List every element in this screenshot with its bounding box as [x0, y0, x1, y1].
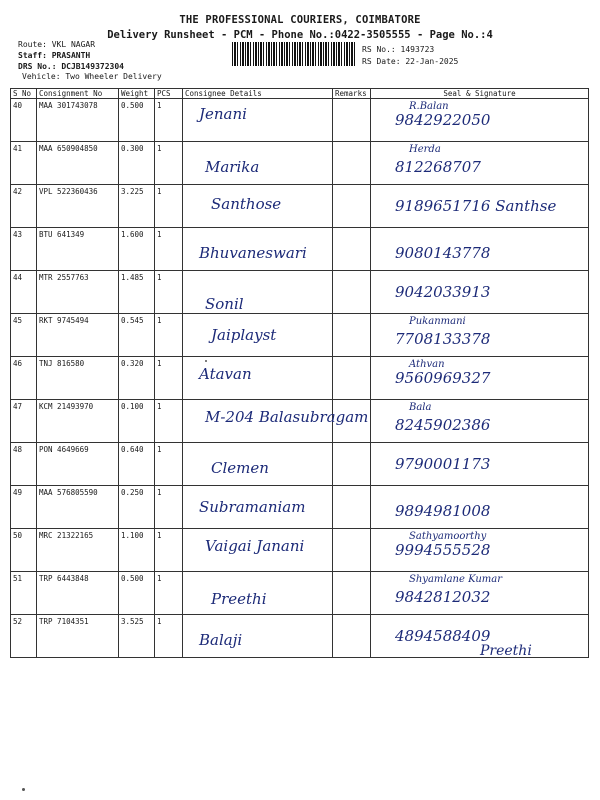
signature-name: Pukanmani — [409, 316, 466, 327]
col-pcs: PCS — [155, 89, 183, 99]
scan-speck — [205, 360, 207, 362]
table-row — [11, 99, 589, 142]
row-seal — [371, 486, 589, 529]
table-row — [11, 185, 589, 228]
staff-label: Staff: PRASANTH — [18, 51, 91, 60]
signature-name: Herda — [409, 144, 441, 155]
row-seal — [371, 99, 589, 142]
row-seal — [371, 400, 589, 443]
row-sno: 41 — [11, 142, 37, 185]
col-sno: S No — [11, 89, 37, 99]
row-weight: 0.500 — [119, 99, 155, 142]
table-row — [11, 572, 589, 615]
row-consignee — [183, 529, 333, 572]
row-seal — [371, 314, 589, 357]
company-title: THE PROFESSIONAL COURIERS, COIMBATORE — [179, 14, 421, 26]
signature-phone: 9560969327 — [395, 369, 491, 387]
table-row — [11, 486, 589, 529]
row-pcs: 1 — [155, 314, 183, 357]
row-weight: 0.320 — [119, 357, 155, 400]
row-consignee — [183, 228, 333, 271]
rs-date: RS Date: 22-Jan-2025 — [362, 57, 459, 66]
row-weight: 1.100 — [119, 529, 155, 572]
consignee-handwriting: Marika — [205, 158, 260, 176]
row-sno: 40 — [11, 99, 37, 142]
row-consignment: MRC 21322165 — [37, 529, 119, 572]
footer-signature: Preethi — [480, 643, 532, 659]
signature-phone: 9790001173 — [395, 455, 491, 473]
row-sno: 46 — [11, 357, 37, 400]
row-pcs: 1 — [155, 529, 183, 572]
table-row — [11, 271, 589, 314]
signature-name: Athvan — [409, 359, 445, 370]
col-consignee: Consignee Details — [183, 89, 333, 99]
row-weight: 0.500 — [119, 572, 155, 615]
row-consignee — [183, 314, 333, 357]
row-pcs: 1 — [155, 142, 183, 185]
row-seal — [371, 228, 589, 271]
consignee-handwriting: Atavan — [199, 365, 252, 383]
row-remarks — [333, 529, 371, 572]
row-consignment: KCM 21493970 — [37, 400, 119, 443]
row-weight: 0.300 — [119, 142, 155, 185]
consignee-handwriting: Preethi — [211, 590, 267, 608]
signature-phone: 4894588409 — [395, 627, 491, 645]
row-consignee — [183, 271, 333, 314]
row-consignee — [183, 357, 333, 400]
row-pcs: 1 — [155, 185, 183, 228]
row-seal — [371, 271, 589, 314]
row-consignee — [183, 615, 333, 658]
row-seal — [371, 443, 589, 486]
row-consignee — [183, 99, 333, 142]
signature-phone: 9189651716 Santhse — [395, 197, 557, 215]
barcode — [232, 42, 356, 66]
runsheet-table — [10, 88, 589, 658]
row-pcs: 1 — [155, 271, 183, 314]
table-header — [11, 89, 589, 99]
row-pcs: 1 — [155, 486, 183, 529]
route-label: Route: VKL NAGAR — [18, 40, 96, 49]
table-row — [11, 400, 589, 443]
row-consignment: MAA 650904850 — [37, 142, 119, 185]
row-consignee — [183, 142, 333, 185]
row-seal — [371, 572, 589, 615]
scan-speck — [22, 788, 25, 791]
consignee-handwriting: M-204 Balasubragam — [205, 408, 369, 426]
consignee-handwriting: Clemen — [211, 459, 269, 477]
row-weight: 1.485 — [119, 271, 155, 314]
row-weight: 3.525 — [119, 615, 155, 658]
signature-name: Shyamlane Kumar — [409, 574, 502, 585]
row-remarks — [333, 142, 371, 185]
consignee-handwriting: Sonil — [205, 295, 244, 313]
signature-phone: 7708133378 — [395, 330, 491, 348]
signature-name: Bala — [409, 402, 432, 413]
vehicle-label: Vehicle: Two Wheeler Delivery — [22, 72, 162, 81]
consignee-handwriting: Jenani — [199, 105, 247, 123]
row-remarks — [333, 443, 371, 486]
col-weight: Weight — [119, 89, 155, 99]
row-consignment: TRP 7104351 — [37, 615, 119, 658]
row-pcs: 1 — [155, 357, 183, 400]
row-weight: 0.545 — [119, 314, 155, 357]
row-sno: 48 — [11, 443, 37, 486]
row-consignment: MAA 301743078 — [37, 99, 119, 142]
row-sno: 52 — [11, 615, 37, 658]
row-remarks — [333, 572, 371, 615]
table-row — [11, 529, 589, 572]
row-consignee — [183, 572, 333, 615]
row-consignee — [183, 400, 369, 443]
signature-phone: 812268707 — [395, 158, 481, 176]
row-remarks — [333, 185, 371, 228]
signature-phone: 9080143778 — [395, 244, 491, 262]
row-seal — [371, 529, 589, 572]
row-pcs: 1 — [155, 228, 183, 271]
row-pcs: 1 — [155, 99, 183, 142]
row-consignee — [183, 486, 333, 529]
row-remarks — [333, 228, 371, 271]
consignee-handwriting: Vaigai Janani — [205, 537, 305, 555]
col-remarks: Remarks — [333, 89, 371, 99]
table-row — [11, 443, 589, 486]
row-sno: 51 — [11, 572, 37, 615]
row-weight: 0.100 — [119, 400, 155, 443]
row-consignee — [183, 443, 333, 486]
rs-number: RS No.: 1493723 — [362, 45, 435, 54]
row-weight: 1.600 — [119, 228, 155, 271]
row-remarks — [333, 615, 371, 658]
table-row — [11, 228, 589, 271]
row-consignment: MAA 576805590 — [37, 486, 119, 529]
table-row — [11, 357, 589, 400]
row-pcs: 1 — [155, 443, 183, 486]
row-seal — [371, 185, 589, 228]
row-remarks — [333, 271, 371, 314]
row-remarks — [333, 99, 371, 142]
consignee-handwriting: Balaji — [199, 631, 243, 649]
signature-phone: 9842922050 — [395, 111, 491, 129]
consignee-handwriting: Bhuvaneswari — [199, 244, 307, 262]
signature-phone: 9994555528 — [395, 541, 491, 559]
row-remarks — [333, 486, 371, 529]
row-sno: 43 — [11, 228, 37, 271]
table-row — [11, 142, 589, 185]
row-consignment: PON 4649669 — [37, 443, 119, 486]
row-consignment: MTR 2557763 — [37, 271, 119, 314]
row-remarks — [333, 314, 371, 357]
row-sno: 45 — [11, 314, 37, 357]
row-pcs: 1 — [155, 572, 183, 615]
consignee-handwriting: Santhose — [211, 195, 282, 213]
signature-phone: 9042033913 — [395, 283, 491, 301]
drs-label: DRS No.: DCJB149372304 — [18, 62, 124, 71]
row-consignment: TNJ 816580 — [37, 357, 119, 400]
row-seal — [371, 142, 589, 185]
row-pcs: 1 — [155, 615, 183, 658]
row-consignment: VPL 522360436 — [37, 185, 119, 228]
row-sno: 47 — [11, 400, 37, 443]
row-sno: 49 — [11, 486, 37, 529]
row-weight: 3.225 — [119, 185, 155, 228]
consignee-handwriting: Jaiplayst — [211, 326, 277, 344]
signature-name: Sathyamoorthy — [409, 531, 487, 542]
row-consignment: RKT 9745494 — [37, 314, 119, 357]
row-consignment: BTU 641349 — [37, 228, 119, 271]
row-weight: 0.250 — [119, 486, 155, 529]
row-remarks — [333, 357, 371, 400]
row-weight: 0.640 — [119, 443, 155, 486]
row-consignee — [183, 185, 333, 228]
col-consignment: Consignment No — [37, 89, 119, 99]
runsheet-subtitle: Delivery Runsheet - PCM - Phone No.:0422-3505555 - Page No.:4 — [107, 29, 493, 41]
signature-phone: 8245902386 — [395, 416, 491, 434]
row-pcs: 1 — [155, 400, 183, 443]
col-seal: Seal & Signature — [371, 89, 589, 99]
signature-phone: 9842812032 — [395, 588, 491, 606]
row-sno: 50 — [11, 529, 37, 572]
row-consignment: TRP 6443848 — [37, 572, 119, 615]
row-sno: 42 — [11, 185, 37, 228]
row-seal — [371, 357, 589, 400]
table-row — [11, 314, 589, 357]
signature-name: R.Balan — [409, 101, 449, 112]
signature-phone: 9894981008 — [395, 502, 491, 520]
consignee-handwriting: Subramaniam — [199, 498, 306, 516]
row-sno: 44 — [11, 271, 37, 314]
